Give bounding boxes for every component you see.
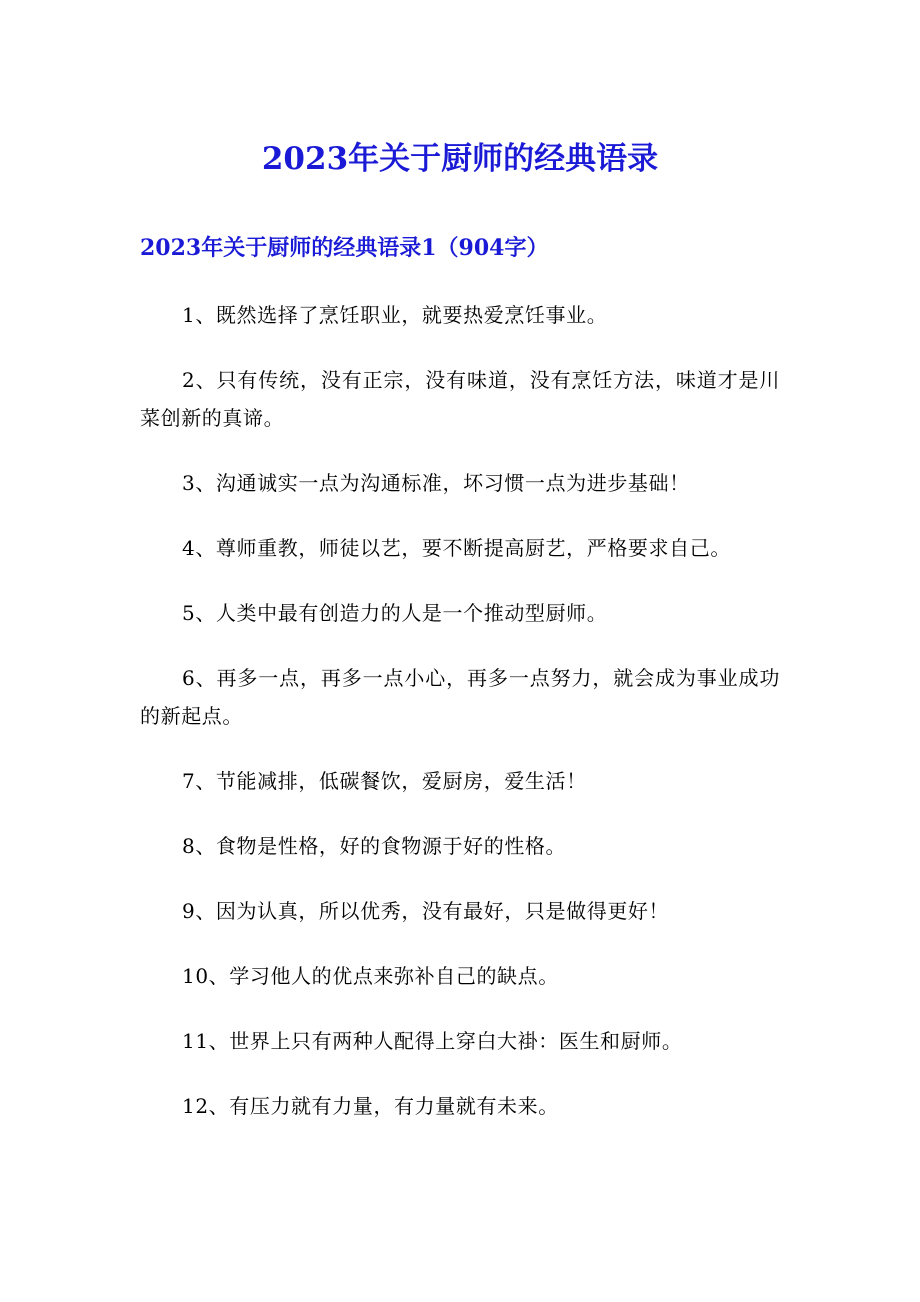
document-title: 2023年关于厨师的经典语录 bbox=[261, 141, 659, 177]
quote-item: 7、节能减排，低碳餐饮，爱厨房，爱生活！ bbox=[182, 769, 587, 793]
quote-item: 10、学习他人的优点来弥补自己的缺点。 bbox=[182, 964, 559, 988]
quote-item: 2、只有传统，没有正宗，没有味道，没有烹饪方法，味道才是川菜创新的真谛。 bbox=[140, 368, 780, 430]
quote-item: 3、沟通诚实一点为沟通标准，坏习惯一点为进步基础！ bbox=[182, 471, 690, 495]
quote-item: 6、再多一点，再多一点小心，再多一点努力，就会成为事业成功的新起点。 bbox=[140, 666, 780, 728]
quote-item: 4、尊师重教，师徒以艺，要不断提高厨艺，严格要求自己。 bbox=[182, 536, 731, 560]
section-heading: 2023年关于厨师的经典语录1（904字） bbox=[140, 235, 549, 261]
quote-item: 8、食物是性格，好的食物源于好的性格。 bbox=[182, 834, 567, 858]
quote-item: 11、世界上只有两种人配得上穿白大褂：医生和厨师。 bbox=[182, 1029, 683, 1053]
quote-item: 1、既然选择了烹饪职业，就要热爱烹饪事业。 bbox=[182, 303, 608, 327]
quote-list bbox=[140, 296, 780, 1152]
quote-item: 12、有压力就有力量，有力量就有未来。 bbox=[182, 1094, 559, 1118]
quote-item: 9、因为认真，所以优秀，没有最好，只是做得更好！ bbox=[182, 899, 670, 923]
quote-item: 5、人类中最有创造力的人是一个推动型厨师。 bbox=[182, 601, 608, 625]
